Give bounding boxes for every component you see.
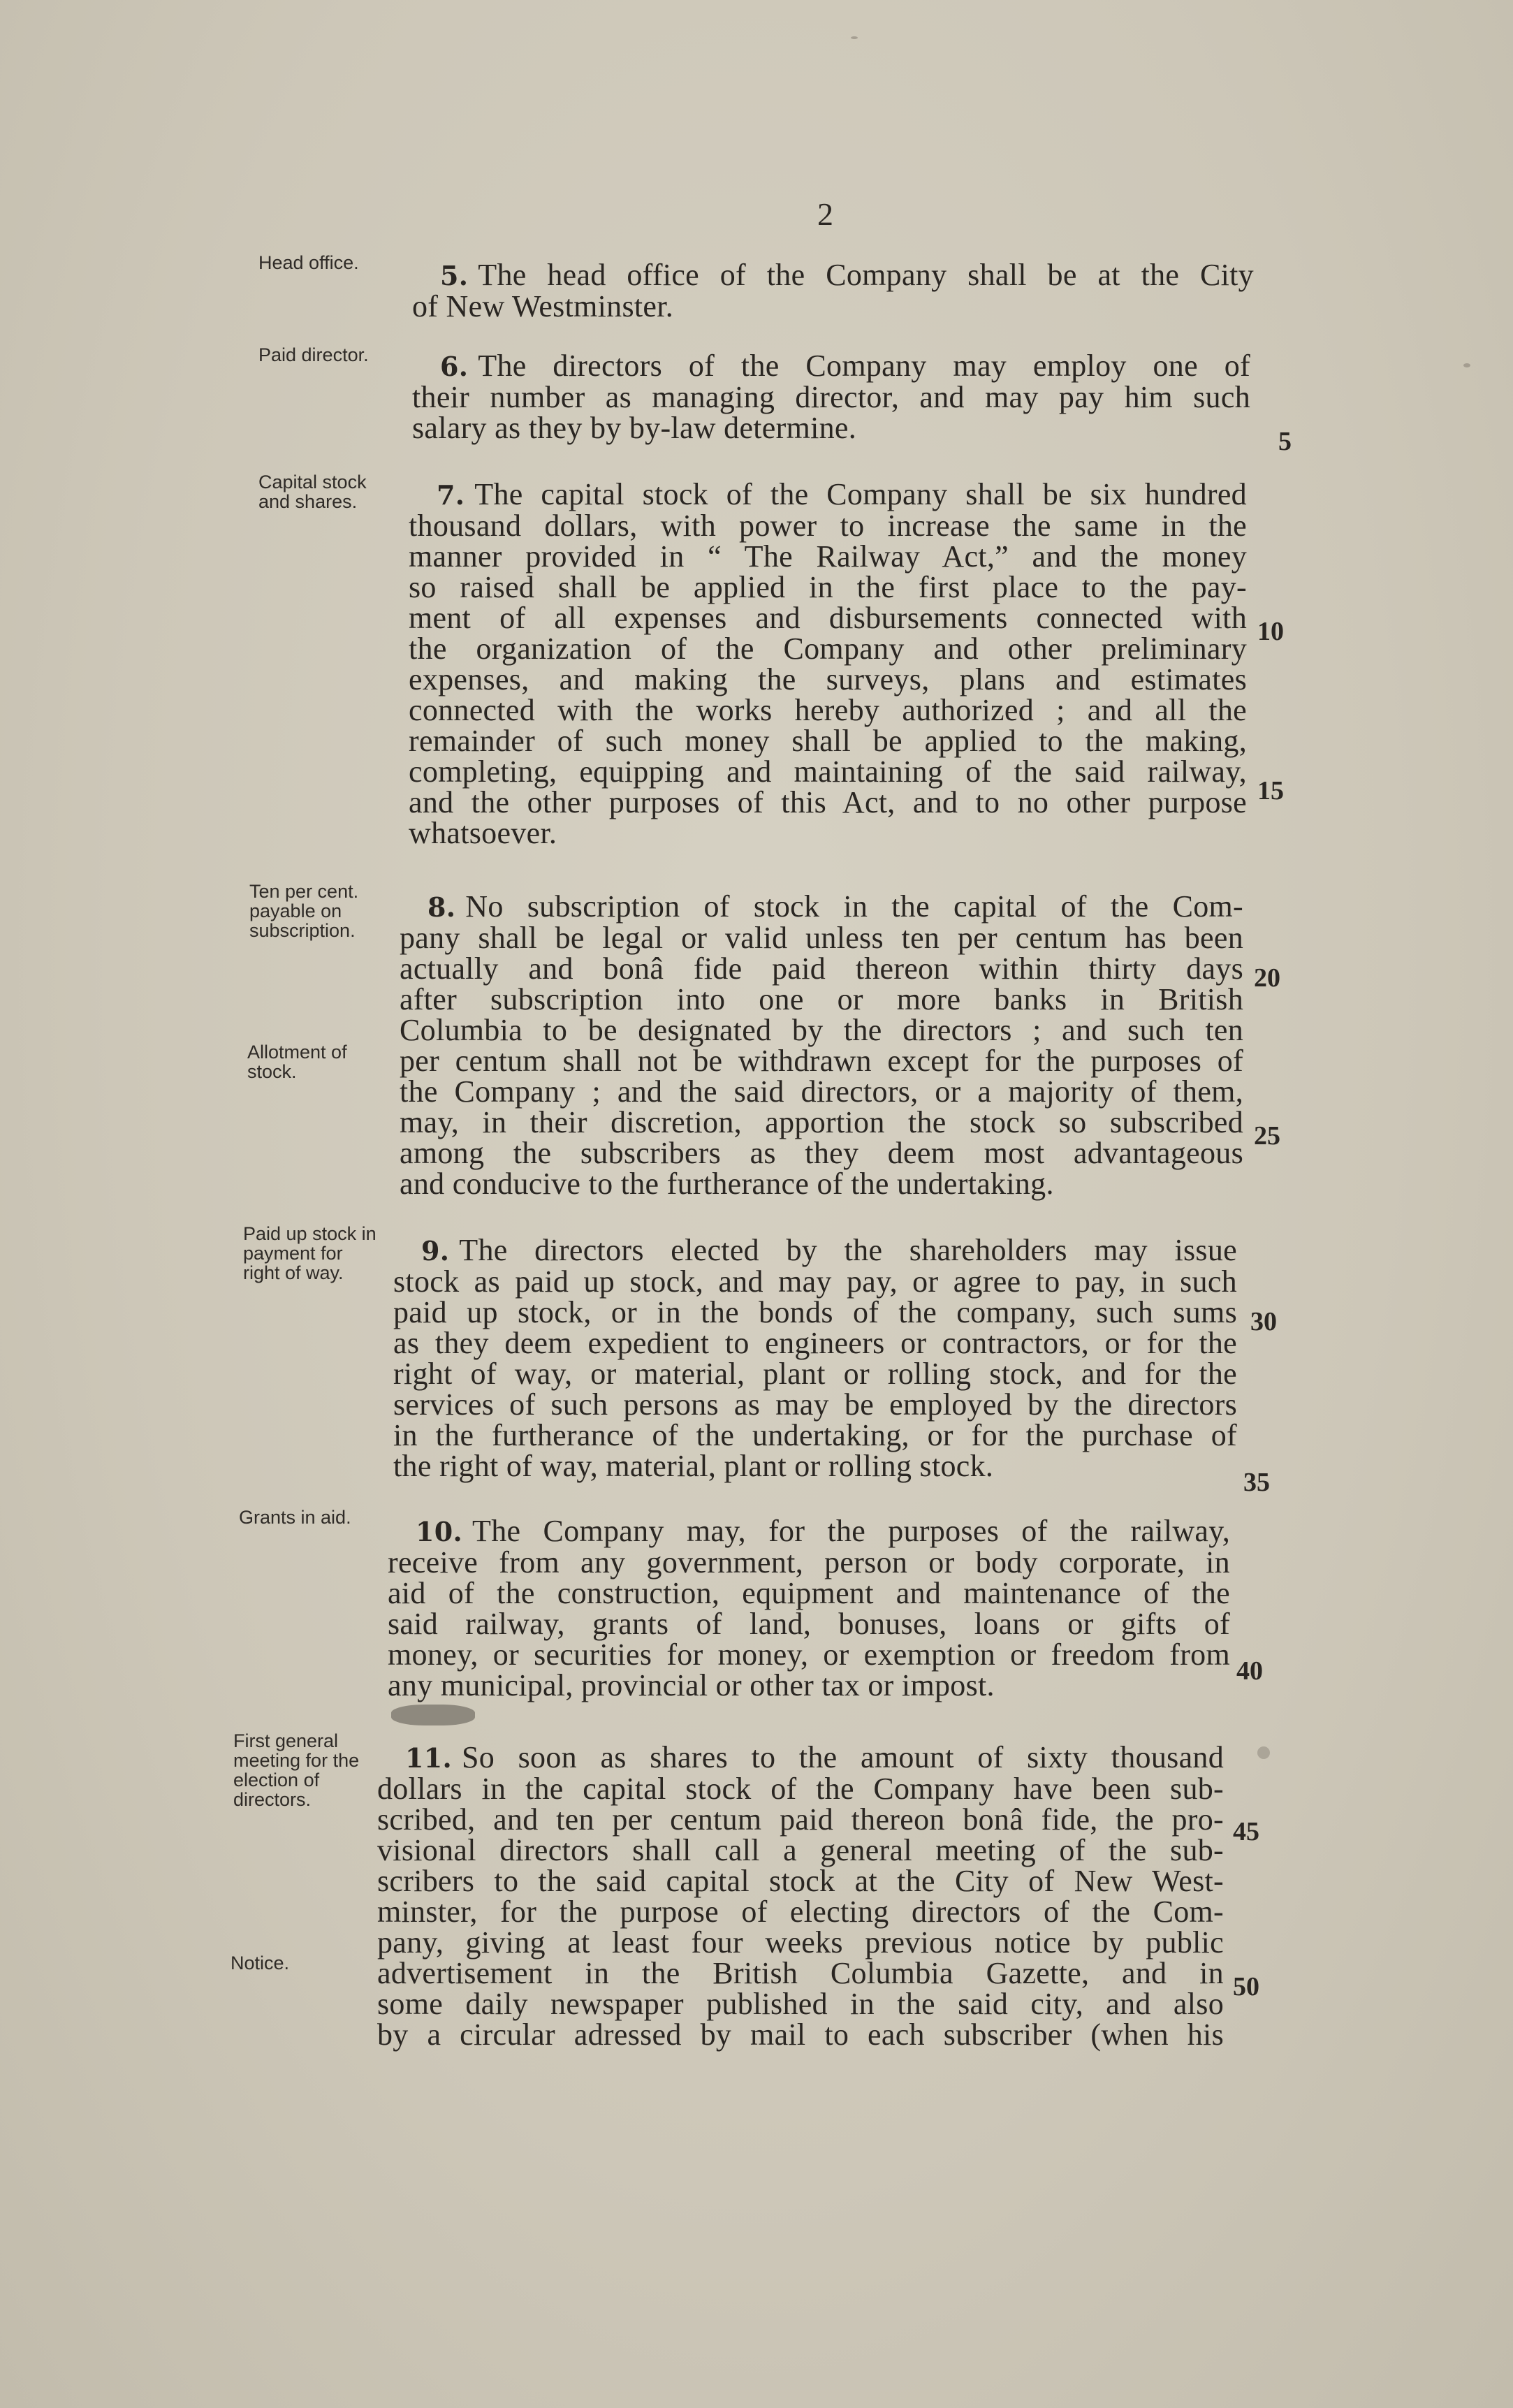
section-line: the Company ; and the said directors, or a majority of them, — [400, 1074, 1243, 1109]
section-number: 8. — [427, 891, 456, 923]
line-number: 25 — [1254, 1121, 1280, 1151]
line-number: 5 — [1278, 427, 1292, 456]
section-line: said railway, grants of land, bonuses, loans or gifts of — [388, 1607, 1230, 1641]
line-number: 35 — [1243, 1468, 1270, 1497]
section-line: as they deem expedient to engineers or contractors, or for the — [393, 1326, 1237, 1360]
section-5 — [412, 260, 1254, 322]
margin-note-grants-in-aid: Grants in aid. — [239, 1507, 351, 1528]
section-line: scribers to the said capital stock at the City of New West- — [377, 1864, 1224, 1898]
section-line: connected with the works hereby authorized ; and all the — [409, 693, 1247, 727]
section-line: visional directors shall call a general meeting of the sub- — [377, 1833, 1224, 1867]
section-line: and conducive to the furtherance of the undertaking. — [400, 1167, 1054, 1201]
paper-speck — [1257, 1746, 1270, 1759]
section-line: in the furtherance of the undertaking, or for the purchase of — [393, 1418, 1237, 1452]
section-7 — [409, 479, 1247, 849]
section-11 — [377, 1742, 1224, 2050]
section-line: the organization of the Company and other preliminary — [409, 632, 1247, 666]
section-line: after subscription into one or more banks in British — [400, 982, 1243, 1016]
section-line: money, or securities for money, or exemption or freedom from — [388, 1637, 1230, 1672]
section-line: their number as managing director, and may pay him such — [412, 380, 1250, 414]
margin-note-head-office: Head office. — [258, 252, 359, 273]
section-line: among the subscribers as they deem most advantageous — [400, 1136, 1243, 1170]
ink-smudge — [391, 1705, 475, 1725]
section-line: The capital stock of the Company shall be six hundred — [474, 477, 1247, 511]
section-number: 6. — [440, 351, 469, 382]
margin-note-first-general-meeting: First general meeting for the election of directors. — [233, 1730, 360, 1810]
section-line: pany shall be legal or valid unless ten per centum has been — [400, 921, 1243, 955]
section-line: so raised shall be applied in the first place to the pay- — [409, 570, 1247, 604]
section-line: receive from any government, person or body corporate, in — [388, 1545, 1230, 1579]
section-line: thousand dollars, with power to increase the same in the — [409, 509, 1247, 543]
section-line: remainder of such money shall be applied to the making, — [409, 724, 1247, 758]
section-line: aid of the construction, equipment and maintenance of the — [388, 1576, 1230, 1610]
section-number: 7. — [437, 479, 465, 511]
section-line: advertisement in the British Columbia Gazette, and in — [377, 1956, 1224, 1990]
section-line: services of such persons as may be employed by the directors — [393, 1387, 1237, 1422]
section-line: salary as they by by-law determine. — [412, 411, 857, 445]
section-line: So soon as shares to the amount of sixty thousand — [462, 1740, 1224, 1774]
section-line: The directors of the Company may employ one of — [478, 349, 1250, 383]
section-line: some daily newspaper published in the said city, and also — [377, 1987, 1224, 2021]
section-line: any municipal, provincial or other tax or impost. — [388, 1668, 995, 1702]
section-line: scribed, and ten per centum paid thereon bonâ fide, the pro- — [377, 1802, 1224, 1837]
section-line: right of way, or material, plant or rolling stock, and for the — [393, 1357, 1237, 1391]
margin-note-paid-up-stock: Paid up stock in payment for right of way. — [243, 1223, 377, 1283]
section-line: may, in their discretion, apportion the stock so subscribed — [400, 1105, 1243, 1139]
section-number: 10. — [416, 1516, 463, 1547]
line-number: 30 — [1250, 1307, 1277, 1336]
margin-note-capital-stock: Capital stock and shares. — [258, 472, 367, 512]
section-10 — [388, 1516, 1230, 1701]
section-line: minster, for the purpose of electing directors of the Com- — [377, 1895, 1224, 1929]
paper-speck — [851, 36, 858, 39]
margin-note-paid-director: Paid director. — [258, 344, 369, 365]
section-line: of New Westminster. — [412, 289, 674, 323]
section-line: dollars in the capital stock of the Company have been sub- — [377, 1772, 1224, 1806]
section-line: by a circular adressed by mail to each subscriber (when his — [377, 2017, 1224, 2052]
section-line: pany, giving at least four weeks previous notice by public — [377, 1925, 1224, 1960]
margin-note-notice: Notice. — [231, 1953, 290, 1973]
section-9 — [393, 1235, 1237, 1482]
line-number: 50 — [1233, 1972, 1259, 2001]
line-number: 10 — [1257, 617, 1284, 646]
paper-speck — [1463, 363, 1470, 367]
line-number: 40 — [1236, 1656, 1263, 1686]
section-line: completing, equipping and maintaining of the said railway, — [409, 754, 1247, 789]
section-line: No subscription of stock in the capital of the Com- — [465, 889, 1243, 924]
section-line: The directors elected by the shareholders may issue — [459, 1233, 1237, 1267]
section-line: stock as paid up stock, and may pay, or agree to pay, in such — [393, 1264, 1237, 1299]
section-line: whatsoever. — [409, 816, 557, 850]
section-line: ment of all expenses and disbursements connected with — [409, 601, 1247, 635]
section-line: manner provided in “ The Railway Act,” and the money — [409, 539, 1247, 574]
line-number: 45 — [1233, 1817, 1259, 1846]
section-line: and the other purposes of this Act, and to no other purpose — [409, 785, 1247, 819]
section-number: 11. — [405, 1742, 453, 1774]
section-6 — [412, 351, 1250, 444]
section-line: The Company may, for the purposes of the railway, — [472, 1514, 1230, 1548]
page-number: 2 — [817, 196, 833, 232]
section-line: actually and bonâ fide paid thereon within thirty days — [400, 951, 1243, 986]
section-line: paid up stock, or in the bonds of the company, such sums — [393, 1295, 1237, 1329]
section-line: expenses, and making the surveys, plans and estimates — [409, 662, 1247, 696]
section-line: The head office of the Company shall be at the City — [478, 258, 1254, 292]
margin-note-ten-per-cent: Ten per cent. payable on subscription. — [249, 881, 359, 941]
section-number: 5. — [440, 260, 469, 291]
section-number: 9. — [421, 1235, 450, 1267]
line-number: 20 — [1254, 963, 1280, 993]
section-line: the right of way, material, plant or rolling stock. — [393, 1449, 994, 1483]
line-number: 15 — [1257, 776, 1284, 805]
section-line: Columbia to be designated by the directors ; and such ten — [400, 1013, 1243, 1047]
section-8 — [400, 891, 1243, 1199]
margin-note-allotment: Allotment of stock. — [247, 1042, 347, 1082]
section-line: per centum shall not be withdrawn except for the purposes of — [400, 1044, 1243, 1078]
